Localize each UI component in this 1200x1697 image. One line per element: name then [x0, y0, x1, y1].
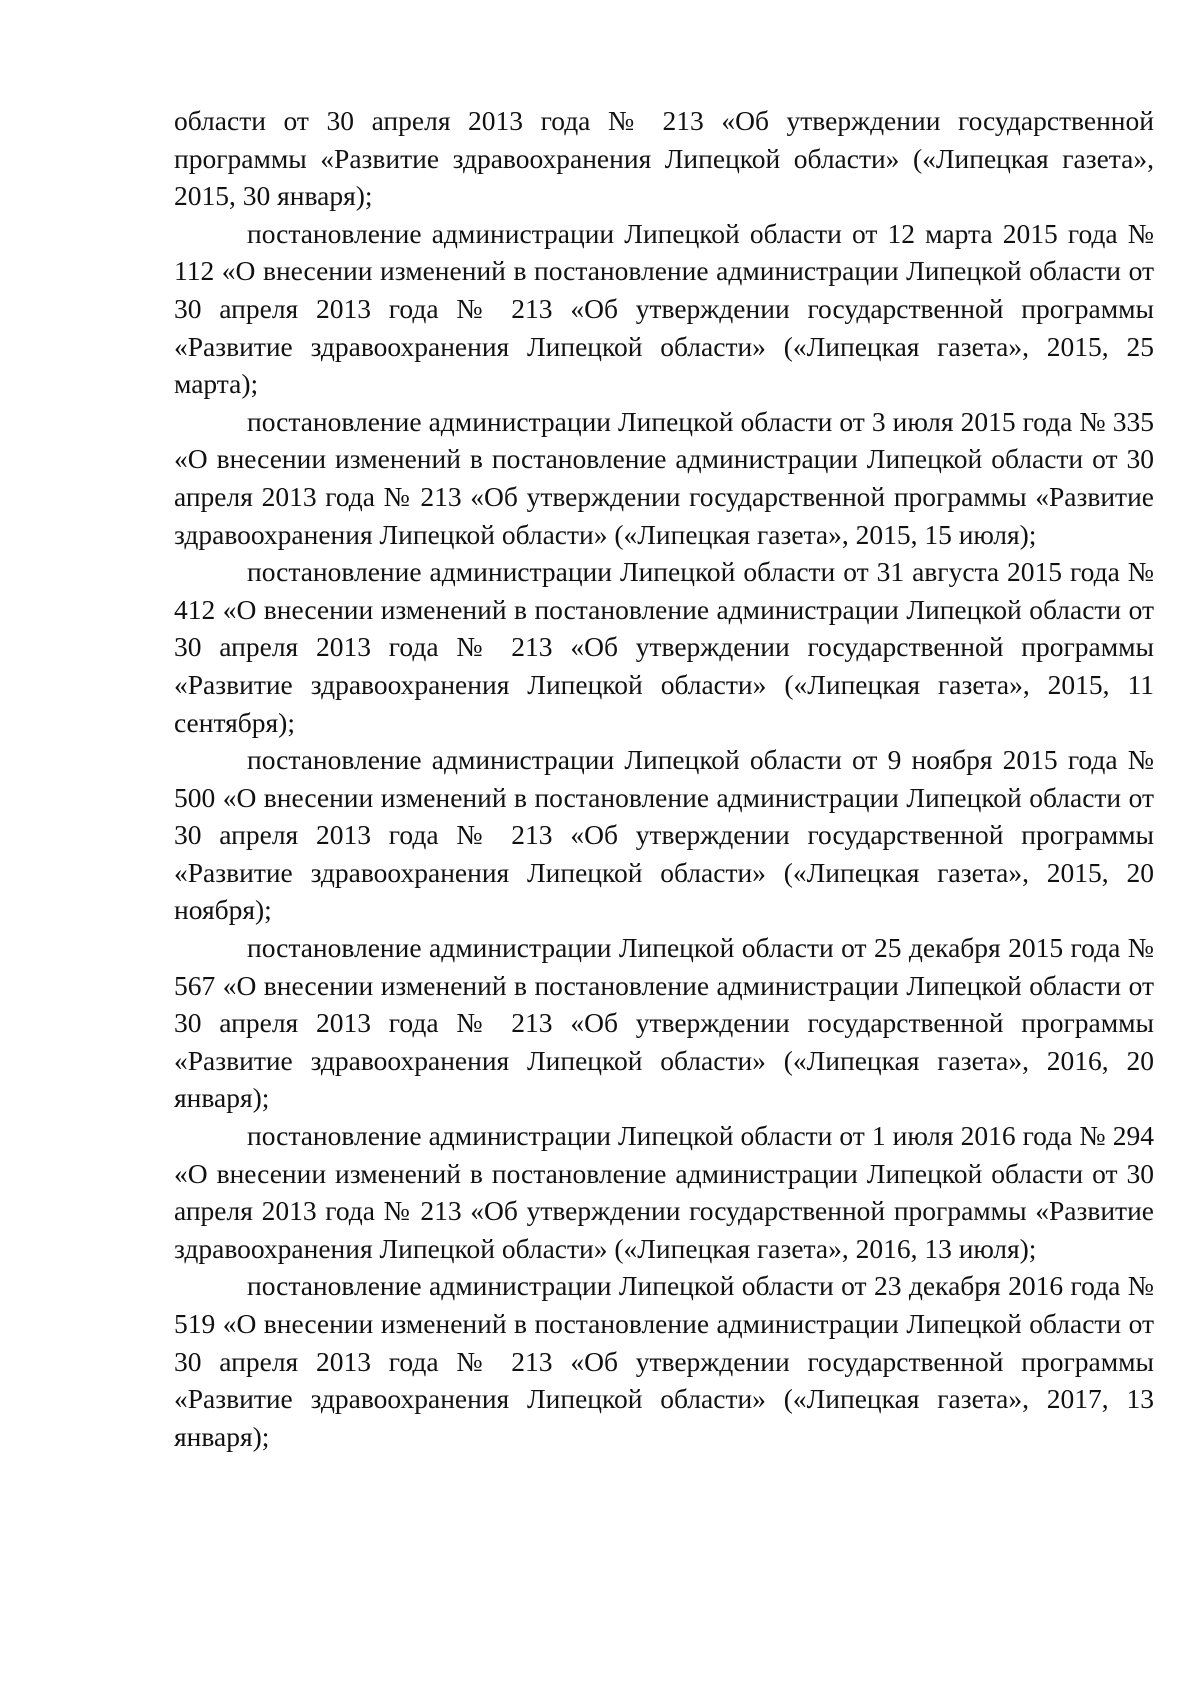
- paragraph-resolution-500: постановление администрации Липецкой области от 9 ноября 2015 года № 500 «О внесении изменений в постановление администрации Липецкой области от 30 апреля 2013 года № 213 «Об утверждении государственной программы «Развитие здравоохранения Липецкой области» («Липецкая газета», 2015, 20 ноября);: [174, 744, 1154, 926]
- paragraph-resolution-112: постановление администрации Липецкой области от 12 марта 2015 года № 112 «О внесении изменений в постановление администрации Липецкой области от 30 апреля 2013 года № 213 «Об утверждении государственной программы «Развитие здравоохранения Липецкой области» («Липецкая газета», 2015, 25 марта);: [174, 217, 1154, 400]
- paragraph-resolution-294: постановление администрации Липецкой области от 1 июля 2016 года № 294 «О внесении изменений в постановление администрации Липецкой области от 30 апреля 2013 года № 213 «Об утверждении государственной программы «Развитие здравоохранения Липецкой области» («Липецкая газета», 2016, 13 июля);: [174, 1120, 1154, 1264]
- paragraph-resolution-335: постановление администрации Липецкой области от 3 июля 2015 года № 335 «О внесении изменений в постановление администрации Липецкой области от 30 апреля 2013 года № 213 «Об утверждении государственной программы «Развитие здравоохранения Липецкой области» («Липецкая газета», 2015, 15 июля);: [174, 405, 1154, 550]
- paragraph-resolution-519: постановление администрации Липецкой области от 23 декабря 2016 года № 519 «О внесении изменений в постановление администрации Липецкой области от 30 апреля 2013 года № 213 «Об утверждении государственной программы «Развитие здравоохранения Липецкой области» («Липецкая газета», 2017, 13 января);: [174, 1270, 1154, 1452]
- paragraph-continuation: области от 30 апреля 2013 года № 213 «Об утверждении государственной программы «Развитие здравоохранения Липецкой области» («Липецкая газета», 2015, 30 января);: [174, 105, 1154, 212]
- document-page: [174, 102, 1154, 1455]
- paragraph-resolution-412: постановление администрации Липецкой области от 31 августа 2015 года № 412 «О внесении изменений в постановление администрации Липецкой области от 30 апреля 2013 года № 213 «Об утверждении государственной программы «Развитие здравоохранения Липецкой области» («Липецкая газета», 2015, 11 сентября);: [174, 556, 1154, 738]
- paragraph-resolution-567: постановление администрации Липецкой области от 25 декабря 2015 года № 567 «О внесении изменений в постановление администрации Липецкой области от 30 апреля 2013 года № 213 «Об утверждении государственной программы «Развитие здравоохранения Липецкой области» («Липецкая газета», 2016, 20 января);: [174, 932, 1154, 1114]
